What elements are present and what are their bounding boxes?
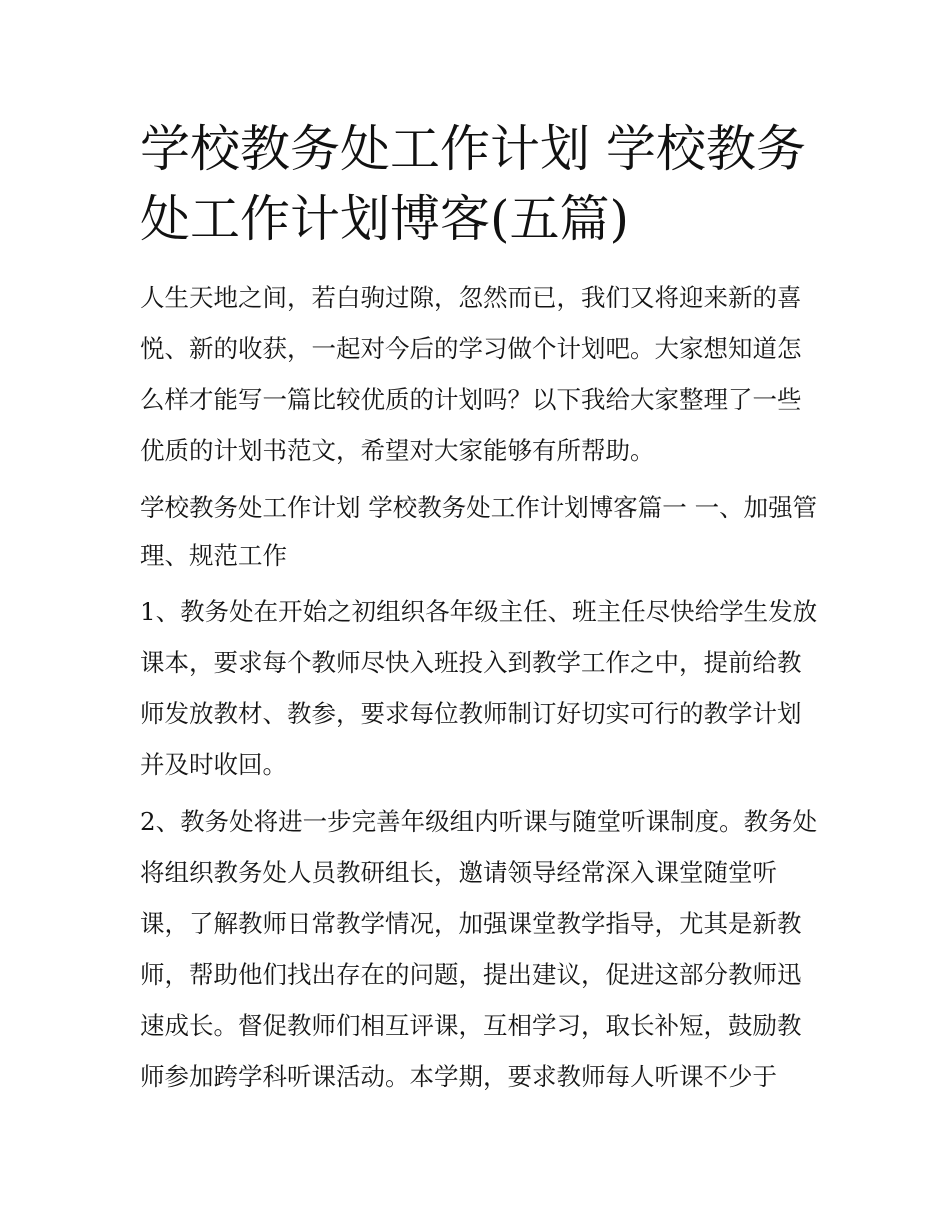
section-heading: 学校教务处工作计划 学校教务处工作计划博客篇一 一、加强管理、规范工作 bbox=[140, 493, 818, 570]
list-item: 2、教务处将进一步完善年级组内听课与随堂听课制度。教务处将组织教务处人员教研组长，邀请领导经常深入课堂随堂听课，了解教师日常教学情况，加强课堂教学指导，尤其是新教师，帮助他们找出存在的问题，提出建议，促进这部分教师迅速成长。督促教师们相互评课，互相学习，取长补短，鼓励教师参加跨学科听课活动。本学期，要求教师每人听课不少于 bbox=[140, 807, 818, 1091]
intro-paragraph: 人生天地之间，若白驹过隙，忽然而已，我们又将迎来新的喜悦、新的收获，一起对今后的学习做个计划吧。大家想知道怎么样才能写一篇比较优质的计划吗？以下我给大家整理了一些优质的计划书范文，希望对大家能够有所帮助。 bbox=[140, 283, 802, 465]
list-item: 1、教务处在开始之初组织各年级主任、班主任尽快给学生发放课本，要求每个教师尽快入班投入到教学工作之中，提前给教师发放教材、教参，要求每位教师制订好切实可行的教学计划并及时收回。 bbox=[140, 597, 818, 779]
document-title: 学校教务处工作计划 学校教务处工作计划博客(五篇) bbox=[140, 120, 806, 248]
document-body bbox=[140, 114, 820, 1102]
